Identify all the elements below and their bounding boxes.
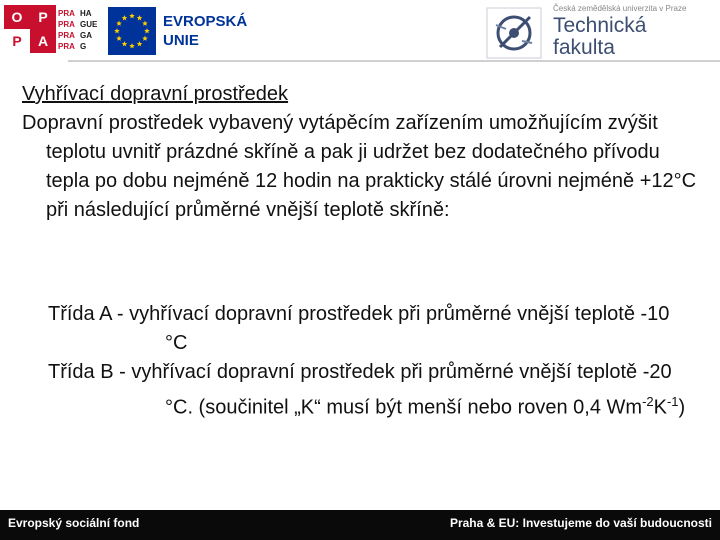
oppa-letter-p2: P — [4, 29, 30, 53]
class-b-end: ) — [678, 396, 686, 419]
eu-label — [163, 12, 247, 50]
university-name: Česká zemědělská univerzita v Praze — [553, 4, 687, 13]
oppa-letter-o: O — [4, 5, 30, 29]
definition-text: Dopravní prostředek vybavený vytápěcím zařízením umožňujícím zvýšit teplotu uvnitř prázdné skříně a pak ji udržet bez dodatečného přívodu tepla po dobu nejméně 12 hodin na prakticky stálé úrovni nejméně +12°C při následující průměrné vnější teplotě skříně: — [22, 112, 697, 221]
footer — [0, 510, 720, 540]
header-divider — [68, 60, 720, 62]
praha-logo — [58, 8, 100, 52]
class-b-exponent-1: -2 — [642, 394, 654, 409]
eu-label-line2: UNIE — [163, 32, 199, 49]
class-a-text: Třída A - vyhřívací dopravní prostředek při průměrné vnější teplotě -10 °C — [48, 303, 670, 354]
eu-label-line1: EVROPSKÁ — [163, 13, 248, 30]
praha-col1-row3: PRA — [58, 31, 75, 40]
praha-col2-row4: G — [80, 42, 87, 51]
faculty-logo-icon — [486, 7, 542, 59]
slide-content — [22, 80, 702, 225]
oppa-letter-p1: P — [30, 5, 56, 29]
class-list — [48, 300, 688, 423]
eu-flag-icon — [108, 7, 156, 55]
oppa-logo — [4, 5, 56, 55]
praha-col2-row3: GA — [80, 31, 92, 40]
class-b-text — [48, 358, 688, 423]
class-b-k: K — [653, 396, 667, 419]
praha-col1-row4: PRA — [58, 42, 75, 51]
class-b-exponent-2: -1 — [666, 394, 679, 409]
slide-title: Vyhřívací dopravní prostředek — [22, 83, 289, 105]
footer-left-text: Evropský sociální fond — [8, 516, 140, 530]
oppa-letter-a: A — [30, 29, 56, 53]
praha-col1-row1: PRA — [58, 9, 75, 18]
praha-col2-row1: HA — [80, 9, 92, 18]
praha-col1-row2: PRA — [58, 20, 75, 29]
class-b-main: Třída B - vyhřívací dopravní prostředek při průměrné vnější teplotě -20 °C. (součinitel „K“ musí být menší nebo roven 0,4 Wm — [48, 361, 672, 419]
header — [0, 0, 720, 62]
faculty-name-line2: fakulta — [553, 36, 615, 59]
footer-right-text: Praha & EU: Investujeme do vaší budoucnosti — [449, 516, 712, 530]
faculty-name — [553, 15, 646, 59]
praha-col2-row2: GUE — [80, 20, 98, 29]
faculty-name-line1: Technická — [553, 14, 647, 37]
